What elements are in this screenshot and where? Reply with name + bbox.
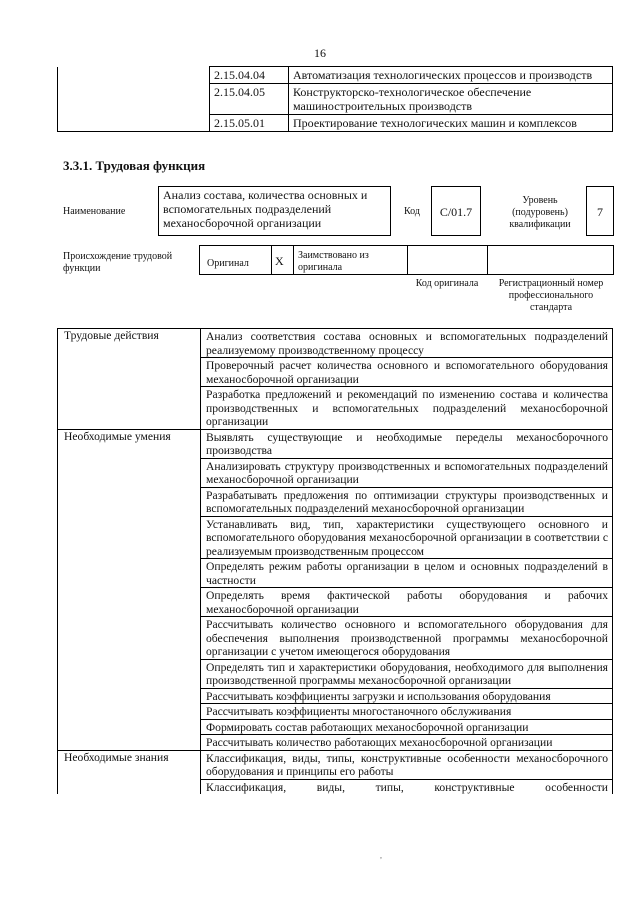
list-item: Рассчитывать количество работающих механосборочной организации (201, 735, 613, 751)
list-item: Устанавливать вид, тип, характеристики существующего основного и вспомогательного оборудования механосборочной организации в соответствии с реализуемым производственным процессом (201, 516, 613, 559)
table-row (58, 329, 613, 358)
category-labor-actions: Трудовые действия (58, 329, 201, 430)
code-label: Код (404, 206, 420, 217)
list-item: Разработка предложений и рекомендаций по изменению состава и количества производственных и вспомогательных подразделений механосборочной организации (201, 387, 613, 430)
original-label: Оригинал (207, 258, 249, 269)
specialty-name: Конструкторско-технологическое обеспечение машиностроительных производств (289, 84, 613, 115)
category-knowledge: Необходимые знания (58, 750, 201, 794)
list-item: Рассчитывать коэффициенты многостаночного обслуживания (201, 704, 613, 720)
list-item: Анализировать структуру производственных и вспомогательных подразделений механосборочной организации (201, 458, 613, 487)
category-skills: Необходимые умения (58, 429, 201, 750)
list-item: Рассчитывать количество основного и вспомогательного оборудования для обеспечения выполнения производственной программы механосборочной организации с учетом имеющегося оборудования (201, 617, 613, 660)
list-item: Определять режим работы организации в целом и основных подразделений в частности (201, 559, 613, 588)
specialty-code: 2.15.05.01 (210, 115, 289, 132)
list-item: Проверочный расчет количества основного и вспомогательного оборудования механосборочной организации (201, 358, 613, 387)
list-item: Формировать состав работающих механосборочной организации (201, 719, 613, 735)
list-item: Выявлять существующие и необходимые переделы механосборочного производства (201, 429, 613, 458)
scan-mark: , (380, 851, 382, 860)
name-label: Наименование (63, 206, 126, 217)
level-value: 7 (586, 186, 614, 236)
section-title: 3.3.1. Трудовая функция (63, 158, 206, 173)
specialty-name: Автоматизация технологических процессов и производств (289, 67, 613, 84)
page-number: 16 (314, 46, 326, 60)
origin-label: Происхождение трудовой функции (63, 251, 173, 274)
list-item: Классификация, виды, типы, конструктивные особенности механосборочного оборудования и принципы его работы (201, 750, 613, 779)
list-item: Рассчитывать коэффициенты загрузки и использования оборудования (201, 688, 613, 704)
list-item: Анализ соответствия состава основных и вспомогательных подразделений реализуемому производственному процессу (201, 329, 613, 358)
origin-row (199, 245, 614, 275)
list-item: Разрабатывать предложения по оптимизации структуры производственных и вспомогательных подразделений механосборочной организации (201, 487, 613, 516)
reg-number-label: Регистрационный номер профессионального стандарта (498, 278, 604, 313)
table-row (58, 750, 613, 779)
specialty-code: 2.15.04.04 (210, 67, 289, 84)
table-row (58, 429, 613, 458)
function-details-table (57, 328, 613, 794)
list-item: Классификация, виды, типы, конструктивные особенности (201, 779, 613, 794)
original-mark: X (275, 254, 284, 268)
list-item: Определять время фактической работы оборудования и рабочих механосборочной организации (201, 588, 613, 617)
level-label: Уровень (подуровень) квалификации (509, 195, 571, 230)
specialty-name: Проектирование технологических машин и комплексов (289, 115, 613, 132)
code-original-label: Код оригинала (415, 278, 479, 289)
specialties-table (57, 66, 613, 132)
borrowed-label: Заимствовано из оригинала (298, 250, 369, 273)
function-name: Анализ состава, количества основных и вспомогательных подразделений механосборочной организации (158, 186, 391, 236)
empty-cell (58, 67, 210, 132)
specialty-code: 2.15.04.05 (210, 84, 289, 115)
function-code: C/01.7 (431, 186, 481, 236)
list-item: Определять тип и характеристики оборудования, необходимого для выполнения производственной программы механосборочной организации (201, 659, 613, 688)
table-row (58, 67, 613, 84)
